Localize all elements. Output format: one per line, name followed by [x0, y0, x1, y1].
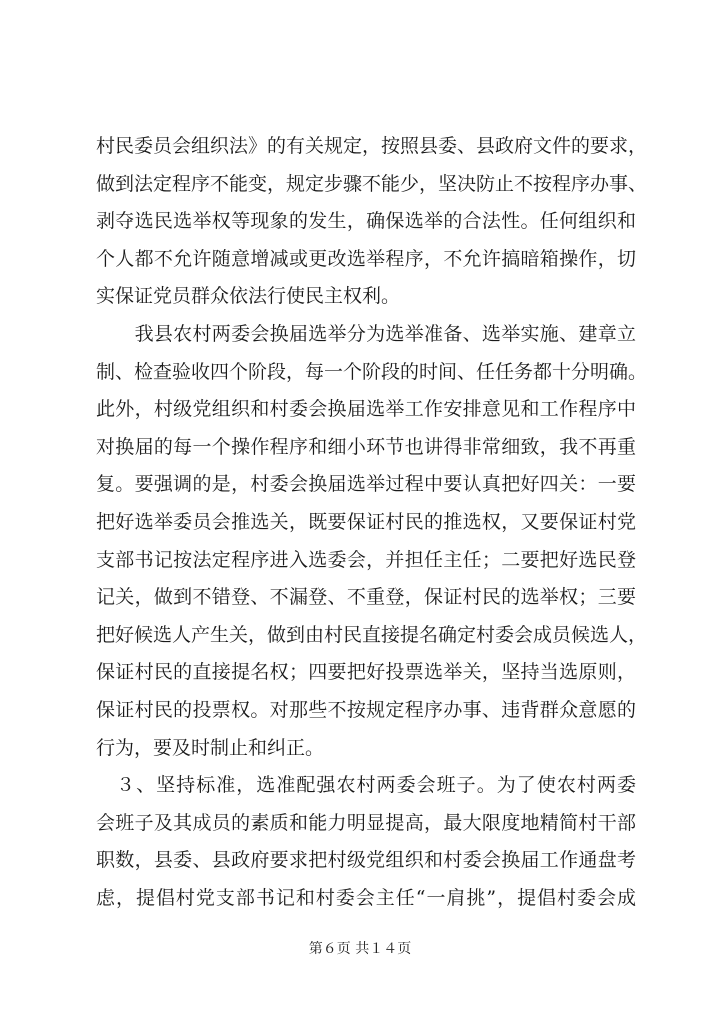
text-line: 实保证党员群众依法行使民主权利。	[96, 285, 401, 308]
text-line: ３、坚持标准，选准配强农村两委会班子。为了使农村两委	[96, 774, 636, 797]
text-line: 支部书记按法定程序进入选委会，并担任主任；二要把好选民登	[96, 548, 636, 571]
text-line: 此外，村级党组织和村委会换届选举工作安排意见和工作程序中	[96, 398, 636, 421]
text-line: 我县农村两委会换届选举分为选举准备、选举实施、建章立	[96, 322, 636, 345]
text-line: 剥夺选民选举权等现象的发生，确保选举的合法性。任何组织和	[96, 210, 636, 233]
text-line: 记关，做到不错登、不漏登、不重登，保证村民的选举权；三要	[96, 586, 636, 609]
text-line: 对换届的每一个操作程序和细小环节也讲得非常细致，我不再重	[96, 435, 636, 458]
text-line: 行为，要及时制止和纠正。	[96, 736, 325, 759]
text-line: 职数，县委、县政府要求把村级党组织和村委会换届工作通盘考	[96, 849, 636, 872]
text-line: 会班子及其成员的素质和能力明显提高，最大限度地精简村干部	[96, 811, 636, 834]
text-line: 把好候选人产生关，做到由村民直接提名确定村委会成员候选人，	[96, 623, 648, 646]
text-line: 制、检查验收四个阶段，每一个阶段的时间、任任务都十分明确。	[96, 360, 648, 383]
page-number-footer: 第６页 共１４页	[308, 941, 412, 957]
text-line: 把好选举委员会推选关，既要保证村民的推选权，又要保证村党	[96, 510, 636, 533]
text-line: 保证村民的投票权。对那些不按规定程序办事、违背群众意愿的	[96, 698, 636, 721]
document-body	[96, 128, 648, 917]
text-line: 村民委员会组织法》的有关规定，按照县委、县政府文件的要求，	[96, 135, 648, 157]
text-line: 复。要强调的是，村委会换届选举过程中要认真把好四关：一要	[96, 473, 636, 496]
text-line: 虑，提倡村党支部书记和村委会主任“一肩挑”，提倡村委会成	[96, 886, 636, 909]
text-line: 保证村民的直接提名权；四要把好投票选举关，坚持当选原则，	[96, 661, 636, 684]
text-line: 做到法定程序不能变，规定步骤不能少，坚决防止不按程序办事、	[96, 172, 648, 195]
text-line: 个人都不允许随意增减或更改选举程序，不允许搞暗箱操作，切	[96, 247, 636, 270]
